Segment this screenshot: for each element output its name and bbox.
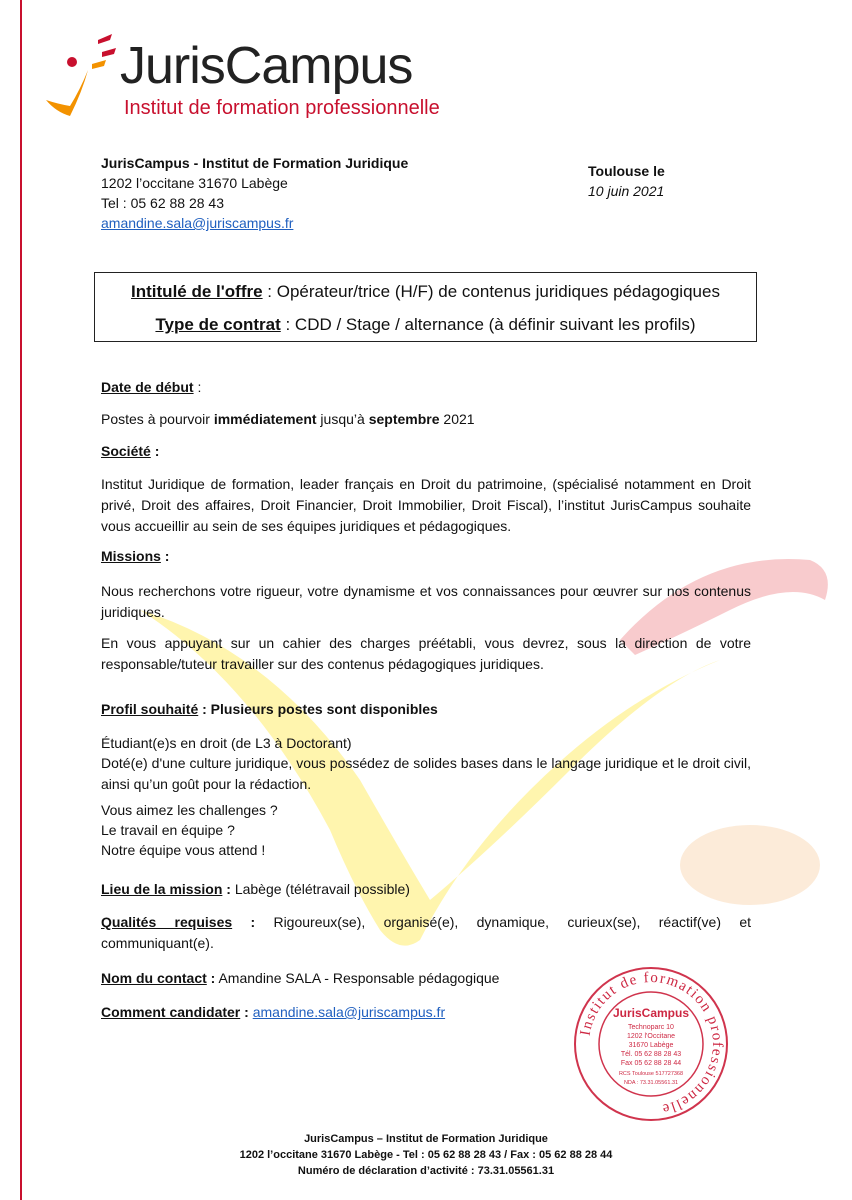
contact-heading-suffix: : [206,970,216,986]
profile-question-2: Le travail en équipe ? [101,822,235,838]
company-stamp [572,965,730,1123]
profile-question-3: Notre équipe vous attend ! [101,842,266,858]
sender-org: JurisCampus - Institut de Formation Juridique [101,155,409,171]
logo-tagline: Institut de formation professionnelle [124,97,440,119]
start-text-2: immédiatement [213,411,317,427]
stamp-line-7: NDA : 73.31.05561.31 [623,1080,679,1086]
juriscampus-logo [36,30,456,125]
contact-value: Amandine SALA - Responsable pédagogique [215,970,500,986]
stamp-line-6: RCS Toulouse 517727368 [618,1071,684,1077]
offer-title-value: : Opérateur/trice (H/F) de contenus juridiques pédagogiques [262,282,720,301]
missions-text-2: En vous appuyant sur un cahier des charges préétabli, vous devrez, sous la direction de votre responsable/tuteur travailler sur des contenus pédagogiques juridiques. [101,635,751,672]
location-heading-suffix: : [222,881,231,897]
start-text-4: septembre [368,411,440,427]
footer-line-1: JurisCampus – Institut de Formation Juridique [304,1133,548,1145]
offer-title-label: Intitulé de l'offre [131,282,263,301]
sender-tel: Tel : 05 62 88 28 43 [101,195,224,211]
start-text-1: Postes à pourvoir [101,411,214,427]
location-line [101,879,751,900]
stamp-ring-text: Institut de formation professionnelle [577,969,726,1118]
apply-email-link[interactable]: amandine.sala@juriscampus.fr [252,1004,446,1020]
stamp-line-3: 31670 Labège [628,1042,674,1049]
place-label: Toulouse le [588,163,665,179]
contact-heading: Nom du contact [101,970,207,986]
qualities-value: Rigoureux(se), organisé(e), dynamique, curieux(se), réactif(ve) et communiquant(e). [101,914,751,951]
company-text: Institut Juridique de formation, leader français en Droit du patrimoine, (spécialisé notamment en Droit privé, Droit des affaires, Droit Financier, Droit Immobilier, Droit Fiscal), l’institut JurisCampus souhaite vous accueillir au sein de ses équipes juridiques et pédagogiques. [101,476,751,534]
profile-heading-line [101,699,751,720]
missions-heading-suffix: : [160,548,170,564]
missions-heading: Missions [101,548,161,564]
sender-address-block [101,153,408,233]
start-heading-line [101,377,751,398]
location-heading: Lieu de la mission [101,881,223,897]
qualities-line [101,912,751,954]
profile-heading: Profil souhaité [101,701,199,717]
qualities-heading-suffix: : [232,914,256,930]
letter-date: 10 juin 2021 [588,183,665,199]
stamp-line-4: Tél. 05 62 88 28 43 [620,1051,682,1058]
offer-title-box [94,272,757,342]
stamp-name: JurisCampus [612,1006,690,1020]
sender-email-link[interactable]: amandine.sala@juriscampus.fr [101,215,294,231]
start-text-5: 2021 [439,411,475,427]
logo-brand-text: JurisCampus [120,37,413,95]
sender-address: 1202 l’occitane 31670 Labège [101,175,288,191]
profile-heading-suffix: : Plusieurs postes sont disponibles [198,701,438,717]
start-text-3: jusqu’à [316,411,369,427]
missions-text-1: Nous recherchons votre rigueur, votre dynamisme et vos connaissances pour œuvrer sur nos contenus juridiques. [101,583,751,620]
start-heading-suffix: : [193,379,202,395]
place-date-block [588,161,665,201]
qualities-heading: Qualités requises [101,914,233,930]
apply-heading: Comment candidater [101,1004,241,1020]
missions-heading-line [101,546,751,567]
company-heading-line [101,441,751,462]
footer-line-3: Numéro de déclaration d’activité : 73.31.05561.31 [297,1165,555,1177]
profile-line-2: Doté(e) d'une culture juridique, vous possédez de solides bases dans le langage juridique et le droit civil, ainsi qu’un goût pour la rédaction. [101,755,751,792]
start-heading: Date de début [101,379,194,395]
offer-contract-line [95,308,756,341]
company-heading: Société [101,443,151,459]
start-text [101,409,751,430]
apply-heading-suffix: : [240,1004,249,1020]
margin-line [20,0,22,1200]
profile-line-1: Étudiant(e)s en droit (de L3 à Doctorant) [101,735,352,751]
offer-contract-value: : CDD / Stage / alternance (à définir suivant les profils) [280,315,696,334]
profile-question-1: Vous aimez les challenges ? [101,802,278,818]
offer-contract-label: Type de contrat [155,315,281,334]
footer-line-2: 1202 l’occitane 31670 Labège - Tel : 05 62 88 28 43 / Fax : 05 62 88 28 44 [239,1149,613,1161]
stamp-line-1: Technoparc 10 [628,1024,674,1031]
logo-mark-icon [36,30,126,120]
stamp-line-2: 1202 l'Occitane [626,1033,676,1040]
stamp-line-5: Fax 05 62 88 28 44 [620,1060,682,1067]
offer-title-line [95,275,756,308]
location-value: Labège (télétravail possible) [230,881,410,897]
company-heading-suffix: : [150,443,160,459]
